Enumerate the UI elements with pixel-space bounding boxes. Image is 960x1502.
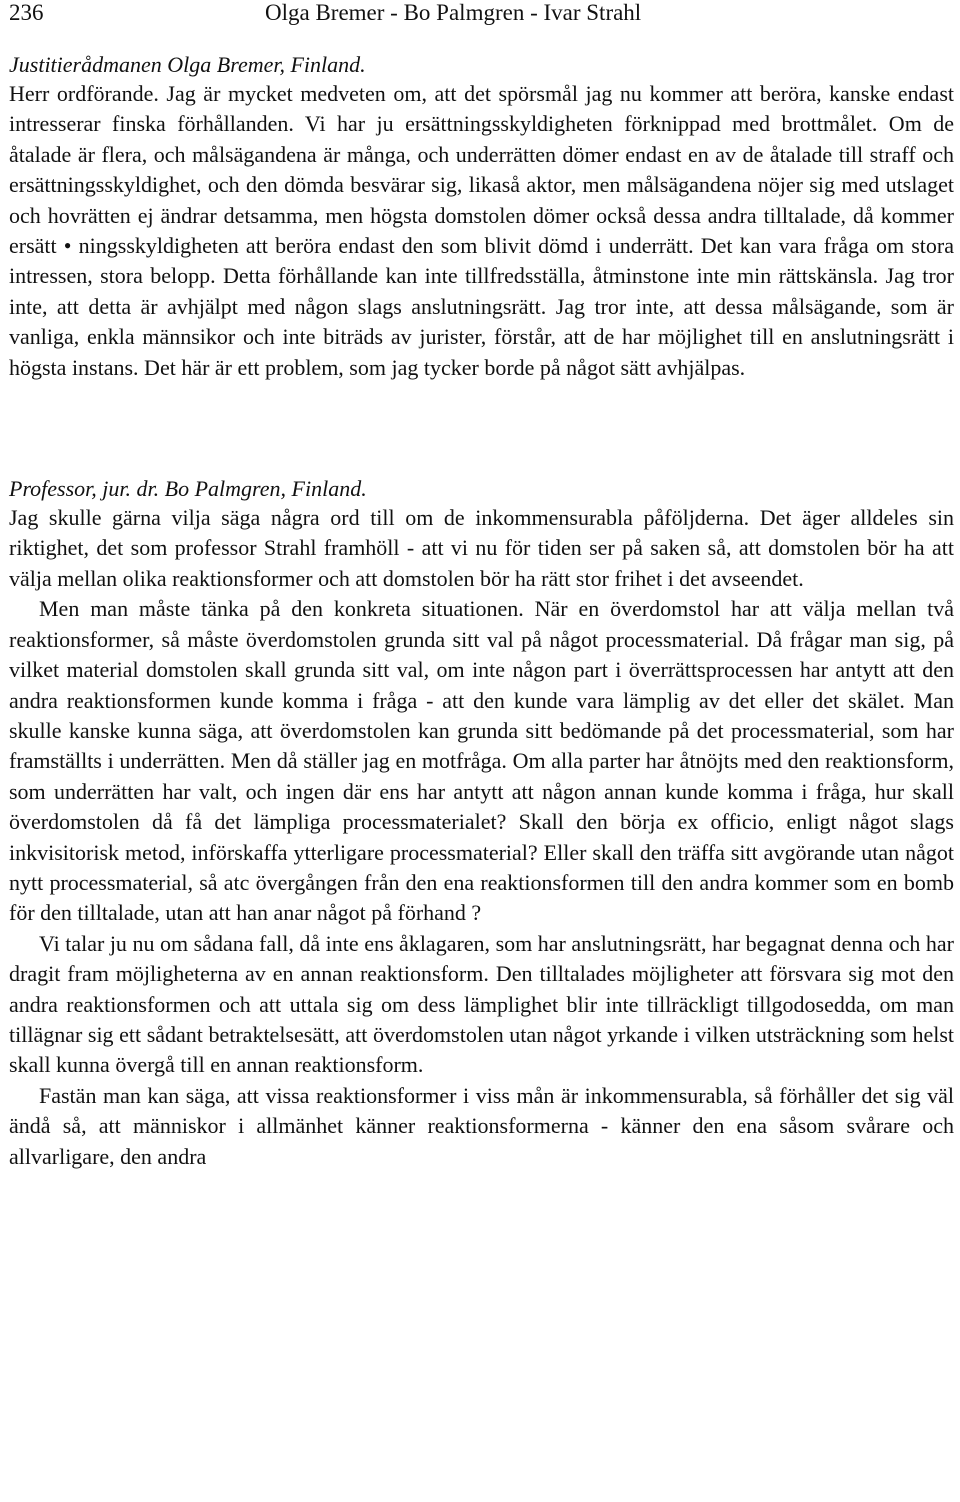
running-head: Olga Bremer - Bo Palmgren - Ivar Strahl bbox=[265, 0, 642, 25]
paragraph: Fastän man kan säga, att vissa reaktionsformer i viss mån är inkommensurabla, så förhåller det sig väl ändå så, att människor i allmänhet känner reaktionsformerna - känner den ena såsom svårare och allvarligare, den andra bbox=[9, 1082, 954, 1169]
paragraph: Men man måste tänka på den konkreta situationen. När en överdomstol har att välja mellan två reaktionsformer, så måste överdomstolen grunda sitt val på något processmaterial. Då frågar man sig, på vilket material domstolen skall grunda sitt val, om inte någon part i överrättsprocessen har antytt att den andra reaktionsformen kunde komma i fråga - att den kunde vara lämplig av det eller det skälet. Man skulle kanske kunna säga, att överdomstolen kan grunda sitt bedömande på det processmaterial, som har framställts i underrätten. Men då ställer jag en motfråga. Om alla parter har åtnöjts med den reaktionsform, som underrätten har valt, och ingen där ens har antytt att någon annan kunde komma i fråga, hur skall överdomstolen då få det lämpliga processmaterialet? Skall den börja ex officio, enligt något slags inkvisitorisk metod, införskaffa ytterligare processmaterial? Eller skall den träffa sitt avgörande utan något nytt processmaterial, så atc övergången från den ena reaktionsformen till den andra kommer som en bomb för den tilltalade, utan att han anar något på förhand ? bbox=[9, 596, 954, 926]
speech-bremer bbox=[9, 79, 954, 383]
speaker-heading-bremer: Justitierådmanen Olga Bremer, Finland. bbox=[9, 52, 366, 77]
speech-palmgren bbox=[9, 503, 954, 1172]
section-gap bbox=[9, 383, 954, 464]
paragraph: Vi talar ju nu om sådana fall, då inte ens åklagaren, som har anslutningsrätt, har begagnat denna och har dragit fram möjligheterna av en annan reaktionsform. Den tilltalades möjligheter att försvara sig mot den andra reaktionsformen och att uttala sig om dess lämplighet blir inte tillräckligt tillgodosedda, om man tillägnar sig ett sådant betraktelsesätt, att överdomstolen utan något yrkande i vilken utsträckning som helst skall kunna övergå till en annan reaktionsform. bbox=[9, 930, 954, 1078]
speaker-heading-palmgren: Professor, jur. dr. Bo Palmgren, Finland. bbox=[9, 476, 367, 502]
page-number: 236 bbox=[9, 0, 44, 25]
paragraph: Herr ordförande. Jag är mycket medveten om, att det spörsmål jag nu kommer att beröra, kanske endast intresserar finska förhållanden. Vi har ju ersättningsskyldigheten förknippad med brottmålet. Om de åtalade är flera, och målsägandena är många, och underrätten dömer endast en av de åtalade till straff och ersättningsskyldighet, och den dömda besvärar sig, likaså aktor, men målsägandena nöjer sig med utslaget och hovrätten ej ändrar detsamma, men högsta domstolen dömer också dessa andra tilltalade, då kommer ersätt • ningsskyldigheten att beröra endast den som blivit dömd i underrätt. Det kan vara fråga om stora intressen, stora belopp. Detta förhållande kan inte tillfredsställa, åtminstone inte min rättskänsla. Jag tror inte, att detta är avhjälpt med någon slags anslutningsrätt. Jag tror inte, att dessa målsägande, som är vanliga, enkla männsikor och inte biträds av jurister, förstår, att de har möjlighet till en anslutningsrätt i högsta instans. Det här är ett problem, som jag tycker borde på något sätt avhjälpas. bbox=[9, 81, 954, 380]
paragraph: Jag skulle gärna vilja säga några ord till om de inkommensurabla påföljderna. Det äger alldeles sin riktighet, det som professor Strahl framhöll - att vi nu för tiden ser på saken så, att domstolen bör ha att välja mellan olika reaktionsformer och att domstolen bör ha rätt stor frihet i det avseendet. bbox=[9, 505, 954, 591]
document-page bbox=[9, 0, 954, 1172]
page-header bbox=[9, 0, 954, 40]
